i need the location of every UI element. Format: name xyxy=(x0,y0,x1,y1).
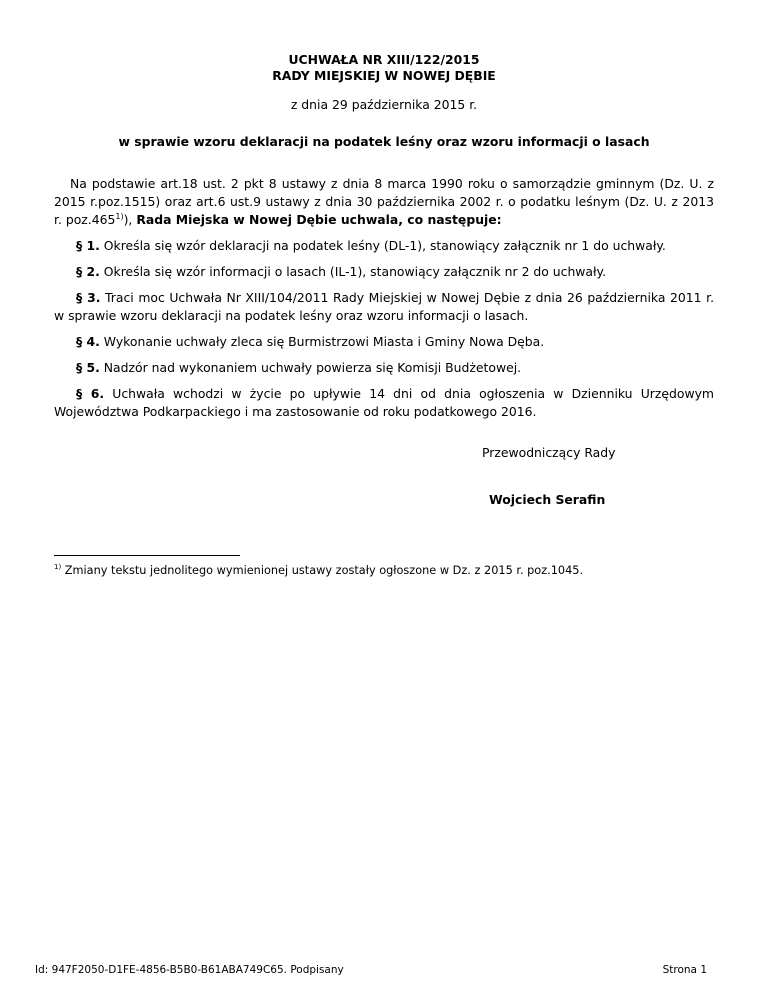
signatory-role: Przewodniczący Rady xyxy=(482,445,616,460)
paragraph-1-text: Określa się wzór deklaracji na podatek leśny (DL-1), stanowiący załącznik nr 1 do uchwały. xyxy=(99,238,666,253)
signatory-name: Wojciech Serafin xyxy=(489,492,606,507)
footnote-reference: 1) xyxy=(115,211,124,221)
paragraph-2 xyxy=(54,263,714,281)
paragraph-5-number: § 5. xyxy=(76,360,100,375)
paragraph-5-text: Nadzór nad wykonaniem uchwały powierza się Komisji Budżetowej. xyxy=(99,360,522,375)
footnote xyxy=(54,563,714,579)
paragraph-6 xyxy=(54,385,714,421)
paragraph-3-number: § 3. xyxy=(76,290,101,305)
paragraph-1 xyxy=(54,237,714,255)
paragraph-2-text: Określa się wzór informacji o lasach (IL-1), stanowiący załącznik nr 2 do uchwały. xyxy=(99,264,607,279)
resolution-subject: w sprawie wzoru deklaracji na podatek leśny oraz wzoru informacji o lasach xyxy=(118,134,650,149)
page-number: Strona 1 xyxy=(662,964,707,976)
resolution-title xyxy=(0,52,768,84)
resolution-date: z dnia 29 października 2015 r. xyxy=(290,97,478,112)
paragraph-3 xyxy=(54,289,714,325)
footnote-divider xyxy=(54,555,240,556)
paragraph-2-number: § 2. xyxy=(76,264,100,279)
paragraph-4-number: § 4. xyxy=(76,334,100,349)
title-line-2: RADY MIEJSKIEJ W NOWEJ DĘBIE xyxy=(272,68,496,83)
paragraph-6-number: § 6. xyxy=(76,386,105,401)
paragraph-4 xyxy=(54,333,714,351)
footnote-marker: 1) xyxy=(54,563,62,572)
footnote-text: Zmiany tekstu jednolitego wymienionej ustawy zostały ogłoszone w Dz. z 2015 r. poz.1045. xyxy=(61,564,584,577)
document-id: Id: 947F2050-D1FE-4856-B5B0-B61ABA749C65. Podpisany xyxy=(35,964,344,976)
paragraph-3-text: Traci moc Uchwała Nr XIII/104/2011 Rady Miejskiej w Nowej Dębie z dnia 26 października 2011 r. w sprawie wzoru deklaracji na podatek leśny oraz wzoru informacji o lasach. xyxy=(54,290,715,323)
paragraph-1-number: § 1. xyxy=(76,238,100,253)
paragraph-5 xyxy=(54,359,714,377)
legal-basis-text: Na podstawie art.18 ust. 2 pkt 8 ustawy z dnia 8 marca 1990 roku o samorządzie gminnym (Dz. U. z 2015 r.poz.1515) oraz art.6 ust.9 ustawy z dnia 30 października 2002 r. o podatku leśnym (Dz. U. z 2013 r. poz.465 xyxy=(54,176,714,227)
legal-basis-closing: ), xyxy=(123,212,137,227)
paragraph-6-text: Uchwała wchodzi w życie po upływie 14 dni od dnia ogłoszenia w Dzienniku Urzędowym Województwa Podkarpackiego i ma zastosowanie od roku podatkowego 2016. xyxy=(54,386,714,419)
council-resolves-text: Rada Miejska w Nowej Dębie uchwala, co następuje: xyxy=(136,212,502,227)
resolution-body xyxy=(54,175,714,429)
paragraph-4-text: Wykonanie uchwały zleca się Burmistrzowi Miasta i Gminy Nowa Dęba. xyxy=(99,334,545,349)
title-line-1: UCHWAŁA NR XIII/122/2015 xyxy=(288,52,480,67)
legal-basis-paragraph xyxy=(54,175,714,229)
